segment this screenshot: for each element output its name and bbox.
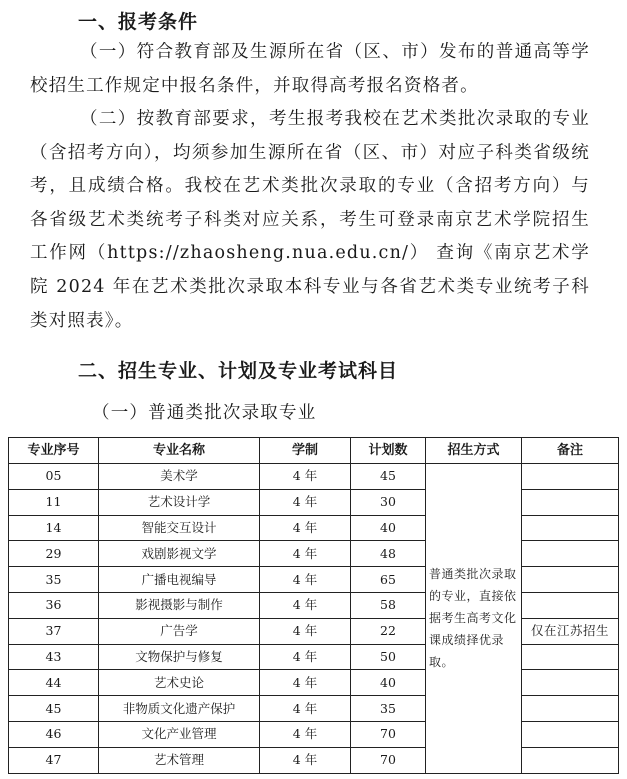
cell-name: 艺术史论 (99, 670, 260, 696)
cell-plan: 65 (351, 567, 426, 593)
header-years: 学制 (260, 438, 351, 464)
cell-name: 非物质文化遗产保护 (99, 696, 260, 722)
table-row (9, 489, 619, 515)
cell-name: 戏剧影视文学 (99, 541, 260, 567)
section-1-paragraph-2: （二）按教育部要求，考生报考我校在艺术类批次录取的专业（含招考方向），均须参加生源所在省（区、市）对应子科类省级统考，且成绩合格。我校在艺术类批次录取的专业（含招考方向）与各省级艺术类统考子科类对应关系，考生可登录南京艺术学院招生工作网（https://zhaosheng.nua.edu.cn/） 查询《南京艺术学院 2024 年在艺术类批次录取本科专业与各省艺术类专业统考子科类对照表》。 (30, 109, 590, 331)
table-row (9, 747, 619, 773)
cell-plan: 35 (351, 696, 426, 722)
section-1-paragraph-1: （一）符合教育部及生源所在省（区、市）发布的普通高等学校招生工作规定中报名条件，并取得高考报名资格者。 (30, 42, 590, 96)
cell-code: 45 (9, 696, 99, 722)
cell-years: 4 年 (260, 696, 351, 722)
table-row (9, 618, 619, 644)
section-2-title: 二、招生专业、计划及专业考试科目 (78, 360, 399, 382)
cell-years: 4 年 (260, 567, 351, 593)
table-row (9, 721, 619, 747)
cell-name: 文物保护与修复 (99, 644, 260, 670)
cell-plan: 70 (351, 747, 426, 773)
cell-code: 11 (9, 489, 99, 515)
header-name: 专业名称 (99, 438, 260, 464)
cell-code: 36 (9, 592, 99, 618)
header-method: 招生方式 (426, 438, 522, 464)
cell-plan: 50 (351, 644, 426, 670)
cell-plan: 40 (351, 515, 426, 541)
table-row (9, 567, 619, 593)
cell-years: 4 年 (260, 489, 351, 515)
table-header-row (9, 438, 619, 464)
cell-note (522, 721, 619, 747)
table-row (9, 592, 619, 618)
cell-name: 艺术设计学 (99, 489, 260, 515)
cell-name: 文化产业管理 (99, 721, 260, 747)
cell-code: 14 (9, 515, 99, 541)
cell-years: 4 年 (260, 747, 351, 773)
cell-plan: 45 (351, 464, 426, 490)
cell-code: 47 (9, 747, 99, 773)
cell-note (522, 541, 619, 567)
section-2-subtitle: （一）普通类批次录取专业 (92, 403, 317, 423)
cell-years: 4 年 (260, 592, 351, 618)
cell-plan: 40 (351, 670, 426, 696)
section-1-title: 一、报考条件 (78, 11, 199, 33)
majors-table (8, 437, 619, 774)
cell-note (522, 592, 619, 618)
cell-name: 广告学 (99, 618, 260, 644)
cell-note (522, 515, 619, 541)
cell-code: 05 (9, 464, 99, 490)
table-row (9, 644, 619, 670)
cell-code: 37 (9, 618, 99, 644)
cell-plan: 70 (351, 721, 426, 747)
cell-code: 29 (9, 541, 99, 567)
cell-years: 4 年 (260, 464, 351, 490)
cell-plan: 58 (351, 592, 426, 618)
header-plan: 计划数 (351, 438, 426, 464)
cell-name: 美术学 (99, 464, 260, 490)
cell-note (522, 747, 619, 773)
cell-note (522, 464, 619, 490)
cell-years: 4 年 (260, 618, 351, 644)
header-code: 专业序号 (9, 438, 99, 464)
cell-name: 广播电视编导 (99, 567, 260, 593)
cell-plan: 48 (351, 541, 426, 567)
cell-plan: 30 (351, 489, 426, 515)
cell-note (522, 696, 619, 722)
cell-code: 43 (9, 644, 99, 670)
table-row (9, 541, 619, 567)
cell-note (522, 670, 619, 696)
cell-note (522, 567, 619, 593)
cell-note (522, 489, 619, 515)
header-note: 备注 (522, 438, 619, 464)
cell-code: 46 (9, 721, 99, 747)
cell-plan: 22 (351, 618, 426, 644)
cell-years: 4 年 (260, 541, 351, 567)
cell-years: 4 年 (260, 721, 351, 747)
cell-name: 智能交互设计 (99, 515, 260, 541)
cell-name: 艺术管理 (99, 747, 260, 773)
cell-note (522, 644, 619, 670)
cell-years: 4 年 (260, 515, 351, 541)
cell-name: 影视摄影与制作 (99, 592, 260, 618)
table-row (9, 670, 619, 696)
table-row (9, 464, 619, 490)
cell-note: 仅在江苏招生 (522, 618, 619, 644)
cell-code: 35 (9, 567, 99, 593)
cell-years: 4 年 (260, 644, 351, 670)
table-row (9, 696, 619, 722)
table-row (9, 515, 619, 541)
cell-code: 44 (9, 670, 99, 696)
cell-years: 4 年 (260, 670, 351, 696)
cell-admission-method: 普通类批次录取的专业，直接依据考生高考文化课成绩择优录取。 (426, 464, 522, 774)
